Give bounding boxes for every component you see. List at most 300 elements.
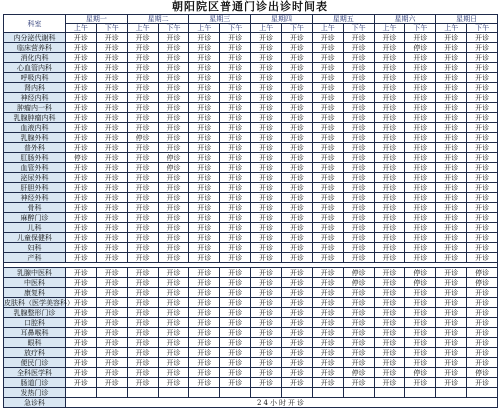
pm-status-cell: 开诊: [343, 378, 374, 388]
am-status-cell: 开诊: [189, 203, 220, 213]
pm-status-cell: 开诊: [96, 298, 127, 308]
pm-header: 下午: [282, 24, 313, 33]
am-status-cell: 开诊: [189, 233, 220, 243]
am-status-cell: 开诊: [189, 368, 220, 378]
pm-status-cell: 开诊: [405, 163, 436, 173]
pm-status-cell: 开诊: [158, 268, 189, 278]
am-status-cell: 开诊: [251, 298, 282, 308]
schedule-row: [4, 133, 498, 143]
pm-status-cell: 开诊: [282, 268, 313, 278]
am-status-cell: 开诊: [374, 253, 405, 263]
pm-status-cell: 开诊: [220, 43, 251, 53]
am-status-cell: 开诊: [251, 318, 282, 328]
am-status-cell: 开诊: [251, 253, 282, 263]
am-status-cell: 开诊: [436, 193, 467, 203]
schedule-row: [4, 93, 498, 103]
pm-header: 下午: [343, 24, 374, 33]
dept-name: 临床营养科: [4, 43, 66, 53]
am-status-cell: 开诊: [436, 348, 467, 358]
pm-status-cell: 开诊: [158, 113, 189, 123]
am-status-cell: 开诊: [436, 268, 467, 278]
am-status-cell: 开诊: [127, 93, 158, 103]
am-status-cell: 开诊: [251, 133, 282, 143]
am-status-cell: 开诊: [66, 318, 97, 328]
am-status-cell: 开诊: [127, 223, 158, 233]
am-status-cell: 开诊: [251, 233, 282, 243]
am-status-cell: 开诊: [312, 113, 343, 123]
pm-status-cell: 开诊: [467, 253, 498, 263]
pm-header: 下午: [405, 24, 436, 33]
am-status-cell: 开诊: [312, 203, 343, 213]
pm-status-cell: 开诊: [343, 233, 374, 243]
am-status-cell: 开诊: [251, 368, 282, 378]
pm-status-cell: 停诊: [405, 268, 436, 278]
pm-status-cell: 开诊: [96, 338, 127, 348]
am-status-cell: 开诊: [189, 268, 220, 278]
am-status-cell: 开诊: [251, 113, 282, 123]
pm-status-cell: 开诊: [282, 328, 313, 338]
dept-name: 肠道门诊: [4, 378, 66, 388]
pm-status-cell: 开诊: [467, 328, 498, 338]
am-status-cell: 开诊: [127, 328, 158, 338]
dept-name: 皮肤科（医学美容科）: [4, 298, 74, 307]
pm-status-cell: 开诊: [343, 328, 374, 338]
pm-header: 下午: [467, 24, 498, 33]
am-status-cell: 开诊: [66, 113, 97, 123]
pm-status-cell: 开诊: [158, 308, 189, 318]
schedule-row: [4, 143, 498, 153]
am-status-cell: 开诊: [127, 278, 158, 288]
am-status-cell: 开诊: [312, 153, 343, 163]
pm-status-cell: 开诊: [467, 338, 498, 348]
am-status-cell: 开诊: [251, 53, 282, 63]
schedule-row: [4, 368, 498, 378]
pm-status-cell: 开诊: [282, 143, 313, 153]
pm-status-cell: 开诊: [220, 53, 251, 63]
pm-status-cell: [467, 388, 498, 398]
dept-name: 血液内科: [4, 123, 66, 133]
am-status-cell: 开诊: [189, 298, 220, 308]
am-header: 上午: [127, 24, 158, 33]
pm-status-cell: 开诊: [220, 268, 251, 278]
am-status-cell: 开诊: [127, 308, 158, 318]
pm-status-cell: 开诊: [220, 133, 251, 143]
am-status-cell: 开诊: [127, 378, 158, 388]
pm-status-cell: 开诊: [158, 253, 189, 263]
pm-status-cell: 开诊: [220, 368, 251, 378]
dept-column-header: 科室: [4, 15, 66, 33]
pm-status-cell: 开诊: [282, 243, 313, 253]
pm-status-cell: 开诊: [158, 223, 189, 233]
am-status-cell: 开诊: [189, 33, 220, 43]
am-status-cell: 开诊: [127, 173, 158, 183]
am-status-cell: 开诊: [374, 63, 405, 73]
am-status-cell: 开诊: [189, 278, 220, 288]
pm-status-cell: 开诊: [343, 253, 374, 263]
pm-status-cell: 开诊: [282, 253, 313, 263]
am-status-cell: 开诊: [127, 358, 158, 368]
pm-status-cell: 开诊: [96, 53, 127, 63]
am-status-cell: 开诊: [251, 33, 282, 43]
am-status-cell: 开诊: [436, 33, 467, 43]
am-status-cell: 开诊: [436, 338, 467, 348]
pm-status-cell: 开诊: [220, 278, 251, 288]
am-status-cell: 开诊: [436, 278, 467, 288]
am-status-cell: 开诊: [374, 53, 405, 63]
pm-status-cell: 开诊: [467, 63, 498, 73]
pm-status-cell: 开诊: [343, 243, 374, 253]
am-status-cell: 开诊: [127, 43, 158, 53]
pm-status-cell: 开诊: [405, 213, 436, 223]
dept-name: 全科医学科: [4, 368, 66, 378]
pm-status-cell: 开诊: [158, 298, 189, 308]
am-status-cell: 开诊: [312, 93, 343, 103]
am-status-cell: 开诊: [436, 93, 467, 103]
am-status-cell: 开诊: [189, 223, 220, 233]
pm-status-cell: 开诊: [96, 73, 127, 83]
pm-status-cell: 开诊: [158, 103, 189, 113]
am-status-cell: 开诊: [66, 93, 97, 103]
am-status-cell: 开诊: [374, 338, 405, 348]
pm-status-cell: 开诊: [158, 63, 189, 73]
pm-status-cell: 开诊: [467, 123, 498, 133]
am-status-cell: 开诊: [374, 113, 405, 123]
pm-status-cell: 开诊: [282, 163, 313, 173]
schedule-row: [4, 318, 498, 328]
day-header: 星期五: [312, 15, 374, 24]
schedule-row: [4, 253, 498, 263]
pm-status-cell: 开诊: [158, 368, 189, 378]
schedule-row: [4, 113, 498, 123]
am-status-cell: 开诊: [436, 113, 467, 123]
pm-status-cell: 开诊: [343, 133, 374, 143]
pm-status-cell: 开诊: [220, 153, 251, 163]
am-status-cell: 开诊: [374, 173, 405, 183]
am-status-cell: 开诊: [312, 43, 343, 53]
am-status-cell: 开诊: [66, 133, 97, 143]
pm-status-cell: 开诊: [96, 103, 127, 113]
pm-status-cell: 开诊: [282, 278, 313, 288]
am-status-cell: 开诊: [312, 308, 343, 318]
pm-status-cell: 开诊: [343, 103, 374, 113]
am-status-cell: 开诊: [127, 253, 158, 263]
dept-name: 呼吸内科: [4, 73, 66, 83]
pm-status-cell: 开诊: [467, 113, 498, 123]
pm-status-cell: 开诊: [96, 153, 127, 163]
pm-status-cell: 开诊: [96, 278, 127, 288]
am-status-cell: 开诊: [374, 93, 405, 103]
pm-status-cell: 开诊: [282, 203, 313, 213]
am-status-cell: 开诊: [374, 83, 405, 93]
am-status-cell: 开诊: [436, 233, 467, 243]
am-status-cell: 开诊: [374, 278, 405, 288]
pm-status-cell: 开诊: [220, 193, 251, 203]
am-status-cell: 开诊: [374, 223, 405, 233]
am-status-cell: 开诊: [66, 183, 97, 193]
pm-header: 下午: [220, 24, 251, 33]
am-status-cell: 开诊: [66, 233, 97, 243]
am-status-cell: 开诊: [127, 63, 158, 73]
pm-status-cell: 开诊: [405, 123, 436, 133]
pm-status-cell: 开诊: [158, 288, 189, 298]
pm-status-cell: 停诊: [467, 278, 498, 288]
am-status-cell: 开诊: [436, 288, 467, 298]
dept-name: 神经内科: [4, 93, 66, 103]
am-status-cell: 开诊: [251, 183, 282, 193]
am-status-cell: 开诊: [251, 203, 282, 213]
pm-status-cell: 开诊: [220, 338, 251, 348]
am-status-cell: 开诊: [436, 318, 467, 328]
pm-status-cell: 开诊: [467, 133, 498, 143]
pm-status-cell: 开诊: [220, 113, 251, 123]
schedule-row: [4, 193, 498, 203]
pm-status-cell: 开诊: [220, 378, 251, 388]
am-status-cell: 开诊: [251, 243, 282, 253]
am-status-cell: 开诊: [436, 378, 467, 388]
schedule-row: [4, 33, 498, 43]
pm-status-cell: 开诊: [96, 348, 127, 358]
dept-name: 耳鼻喉科: [4, 328, 66, 338]
am-status-cell: 开诊: [436, 73, 467, 83]
pm-status-cell: 开诊: [96, 243, 127, 253]
am-status-cell: 开诊: [127, 73, 158, 83]
am-status-cell: 开诊: [374, 288, 405, 298]
pm-status-cell: 开诊: [96, 113, 127, 123]
pm-status-cell: 开诊: [467, 103, 498, 113]
pm-status-cell: 开诊: [343, 83, 374, 93]
am-status-cell: 开诊: [436, 133, 467, 143]
pm-header: 下午: [96, 24, 127, 33]
pm-status-cell: 开诊: [220, 213, 251, 223]
dept-name: 放疗科: [4, 348, 66, 358]
am-status-cell: 开诊: [66, 358, 97, 368]
pm-status-cell: 开诊: [405, 318, 436, 328]
am-status-cell: 开诊: [374, 183, 405, 193]
am-status-cell: 开诊: [374, 348, 405, 358]
pm-status-cell: 开诊: [467, 163, 498, 173]
pm-status-cell: 开诊: [405, 378, 436, 388]
schedule-row: [4, 378, 498, 388]
pm-status-cell: 开诊: [96, 253, 127, 263]
am-status-cell: 开诊: [436, 223, 467, 233]
schedule-row: [4, 278, 498, 288]
am-status-cell: 开诊: [66, 278, 97, 288]
pm-status-cell: 开诊: [343, 213, 374, 223]
am-status-cell: 开诊: [251, 278, 282, 288]
am-status-cell: 开诊: [189, 63, 220, 73]
pm-status-cell: 开诊: [343, 113, 374, 123]
am-status-cell: [374, 388, 405, 398]
am-status-cell: 开诊: [251, 123, 282, 133]
am-status-cell: 开诊: [374, 133, 405, 143]
schedule-row: [4, 43, 498, 53]
pm-status-cell: 开诊: [282, 183, 313, 193]
am-status-cell: 开诊: [127, 318, 158, 328]
pm-status-cell: 停诊: [467, 368, 498, 378]
am-status-cell: 开诊: [312, 253, 343, 263]
pm-status-cell: 开诊: [405, 308, 436, 318]
pm-status-cell: 停诊: [343, 278, 374, 288]
am-status-cell: [312, 388, 343, 398]
am-status-cell: 开诊: [189, 143, 220, 153]
pm-status-cell: 开诊: [467, 193, 498, 203]
pm-status-cell: 开诊: [405, 73, 436, 83]
am-status-cell: 开诊: [127, 298, 158, 308]
pm-status-cell: 开诊: [467, 183, 498, 193]
am-status-cell: 开诊: [374, 123, 405, 133]
am-status-cell: 开诊: [251, 173, 282, 183]
am-status-cell: 开诊: [374, 163, 405, 173]
am-status-cell: 开诊: [312, 213, 343, 223]
pm-status-cell: 开诊: [343, 203, 374, 213]
dept-name: 骨科: [4, 203, 66, 213]
am-status-cell: 开诊: [436, 173, 467, 183]
am-status-cell: 开诊: [189, 348, 220, 358]
am-status-cell: 开诊: [66, 253, 97, 263]
schedule-row: [4, 203, 498, 213]
am-status-cell: 开诊: [436, 308, 467, 318]
pm-status-cell: 开诊: [282, 83, 313, 93]
pm-status-cell: 开诊: [220, 233, 251, 243]
dept-name: 肝胆外科: [4, 183, 66, 193]
schedule-row: [4, 288, 498, 298]
schedule-row: [4, 348, 498, 358]
am-status-cell: 开诊: [189, 253, 220, 263]
am-status-cell: 开诊: [374, 153, 405, 163]
am-status-cell: 开诊: [127, 113, 158, 123]
am-status-cell: 开诊: [66, 308, 97, 318]
am-status-cell: 开诊: [66, 43, 97, 53]
am-status-cell: 开诊: [436, 298, 467, 308]
pm-status-cell: 开诊: [467, 153, 498, 163]
pm-status-cell: 开诊: [467, 348, 498, 358]
pm-status-cell: 开诊: [405, 83, 436, 93]
pm-status-cell: 停诊: [405, 43, 436, 53]
schedule-row: [4, 243, 498, 253]
am-status-cell: 开诊: [312, 223, 343, 233]
pm-status-cell: 开诊: [96, 308, 127, 318]
am-status-cell: [436, 388, 467, 398]
am-status-cell: 开诊: [436, 43, 467, 53]
am-status-cell: 开诊: [312, 103, 343, 113]
am-status-cell: 开诊: [66, 288, 97, 298]
schedule-body-a: [4, 33, 498, 263]
am-status-cell: 开诊: [127, 153, 158, 163]
pm-status-cell: 开诊: [405, 153, 436, 163]
am-status-cell: 开诊: [66, 193, 97, 203]
schedule-body-b: [4, 268, 498, 398]
am-status-cell: 开诊: [66, 103, 97, 113]
am-status-cell: 开诊: [127, 288, 158, 298]
pm-status-cell: 开诊: [96, 213, 127, 223]
pm-status-cell: 开诊: [343, 123, 374, 133]
pm-status-cell: 开诊: [467, 83, 498, 93]
dept-name: 康复科: [4, 288, 66, 298]
schedule-row: [4, 233, 498, 243]
am-status-cell: 开诊: [374, 328, 405, 338]
pm-status-cell: 开诊: [343, 338, 374, 348]
pm-status-cell: 开诊: [158, 338, 189, 348]
am-header: 上午: [436, 24, 467, 33]
am-status-cell: 开诊: [374, 213, 405, 223]
am-status-cell: 开诊: [127, 243, 158, 253]
pm-status-cell: 开诊: [467, 243, 498, 253]
pm-status-cell: 开诊: [96, 288, 127, 298]
pm-status-cell: 开诊: [467, 233, 498, 243]
pm-status-cell: 停诊: [158, 163, 189, 173]
am-status-cell: 开诊: [189, 378, 220, 388]
am-status-cell: 开诊: [251, 193, 282, 203]
am-status-cell: 开诊: [66, 368, 97, 378]
pm-status-cell: 开诊: [343, 53, 374, 63]
pm-status-cell: 开诊: [405, 288, 436, 298]
pm-status-cell: 开诊: [158, 43, 189, 53]
am-status-cell: 开诊: [312, 348, 343, 358]
am-status-cell: 开诊: [312, 193, 343, 203]
dept-name: 儿童保健科: [4, 233, 66, 243]
pm-status-cell: 开诊: [405, 33, 436, 43]
pm-status-cell: 开诊: [343, 153, 374, 163]
am-status-cell: 开诊: [374, 378, 405, 388]
pm-status-cell: 开诊: [158, 193, 189, 203]
am-status-cell: 开诊: [312, 268, 343, 278]
am-status-cell: 开诊: [66, 223, 97, 233]
am-header: 上午: [66, 24, 97, 33]
pm-status-cell: 开诊: [405, 173, 436, 183]
am-header: 上午: [312, 24, 343, 33]
am-status-cell: 开诊: [312, 233, 343, 243]
dept-name: 心血管内科: [4, 63, 66, 73]
pm-status-cell: 开诊: [343, 298, 374, 308]
am-status-cell: 开诊: [374, 318, 405, 328]
am-status-cell: 开诊: [374, 33, 405, 43]
pm-status-cell: 停诊: [343, 368, 374, 378]
am-status-cell: 开诊: [66, 243, 97, 253]
am-status-cell: [251, 388, 282, 398]
pm-status-cell: 开诊: [96, 368, 127, 378]
am-status-cell: 开诊: [189, 288, 220, 298]
am-status-cell: 开诊: [251, 63, 282, 73]
dept-name: 血管外科: [4, 163, 66, 173]
pm-status-cell: 开诊: [158, 83, 189, 93]
am-status-cell: 开诊: [66, 328, 97, 338]
pm-status-cell: 开诊: [282, 173, 313, 183]
dept-name: 内分泌代谢科: [4, 33, 66, 43]
am-status-cell: 开诊: [436, 328, 467, 338]
am-status-cell: 开诊: [374, 233, 405, 243]
pm-status-cell: 开诊: [405, 133, 436, 143]
pm-status-cell: 开诊: [220, 103, 251, 113]
am-status-cell: 开诊: [66, 163, 97, 173]
pm-status-cell: 开诊: [343, 143, 374, 153]
am-status-cell: 开诊: [312, 328, 343, 338]
pm-status-cell: 开诊: [467, 93, 498, 103]
am-status-cell: 开诊: [251, 103, 282, 113]
schedule-row: [4, 268, 498, 278]
pm-status-cell: 开诊: [220, 298, 251, 308]
pm-status-cell: 开诊: [405, 253, 436, 263]
schedule-row: [4, 73, 498, 83]
pm-status-cell: 开诊: [467, 358, 498, 368]
am-status-cell: 开诊: [66, 298, 97, 308]
am-status-cell: 开诊: [312, 163, 343, 173]
am-status-cell: 开诊: [312, 368, 343, 378]
am-status-cell: 开诊: [189, 53, 220, 63]
am-status-cell: 开诊: [436, 153, 467, 163]
pm-status-cell: 开诊: [405, 93, 436, 103]
dept-name: 口腔科: [4, 318, 66, 328]
pm-status-cell: 开诊: [405, 233, 436, 243]
